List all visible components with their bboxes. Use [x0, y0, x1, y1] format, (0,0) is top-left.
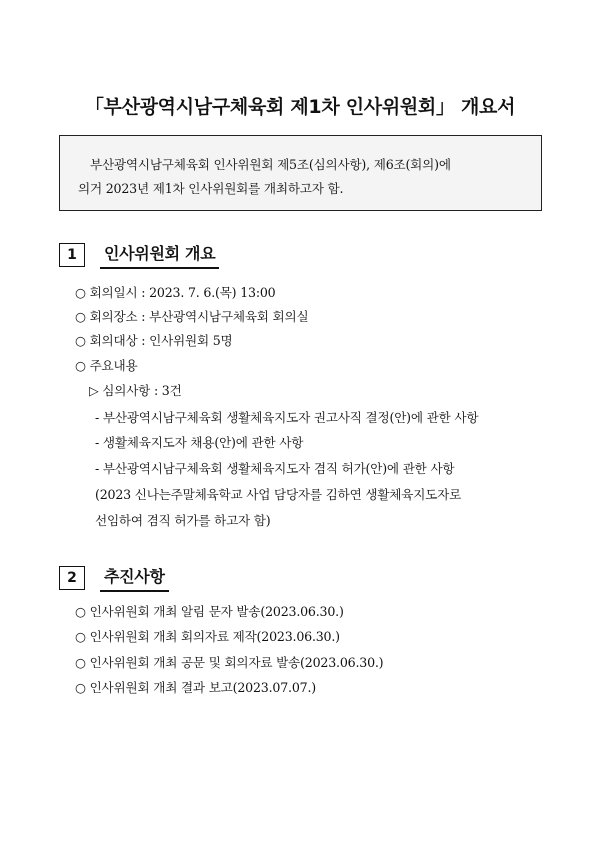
meeting-target: ○ 회의대상 : 인사위원회 5명	[75, 333, 233, 348]
action-item-1: ○ 인사위원회 개최 알림 문자 발송(2023.06.30.)	[75, 604, 344, 619]
review-item-3: - 부산광역시남구체육회 생활체육지도자 겸직 허가(안)에 관한 사항	[95, 461, 455, 476]
section-1-number: 1	[59, 243, 85, 267]
main-content-label: ○ 주요내용	[75, 358, 138, 373]
action-item-2: ○ 인사위원회 개최 회의자료 제작(2023.06.30.)	[75, 629, 340, 644]
summary-line-2: 의거 2023년 제1차 인사위원회를 개최하고자 함.	[78, 181, 344, 196]
document-title: 「부산광역시남구체육회 제1차 인사위원회」 개요서	[84, 96, 516, 118]
section-2-number: 2	[59, 566, 85, 590]
section-2-title: 추진사항	[100, 564, 169, 592]
review-item-3-note-line-2: 선임하여 겸직 허가를 하고자 함)	[95, 513, 271, 528]
section-1-header	[59, 241, 219, 269]
action-item-3: ○ 인사위원회 개최 공문 및 회의자료 발송(2023.06.30.)	[75, 655, 384, 670]
review-item-2: - 생활체육지도자 채용(안)에 관한 사항	[95, 435, 304, 450]
summary-box	[59, 135, 542, 211]
meeting-place: ○ 회의장소 : 부산광역시남구체육회 회의실	[75, 309, 309, 324]
review-item-1: - 부산광역시남구체육회 생활체육지도자 권고사직 결정(안)에 관한 사항	[95, 410, 479, 425]
section-1-title: 인사위원회 개요	[100, 241, 219, 269]
review-items-count: ▷ 심의사항 : 3건	[89, 383, 182, 398]
summary-line-1: 부산광역시남구체육회 인사위원회 제5조(심의사항), 제6조(회의)에	[90, 157, 451, 172]
action-item-4: ○ 인사위원회 개최 결과 보고(2023.07.07.)	[75, 680, 316, 695]
section-2-header	[59, 564, 169, 592]
review-item-3-note-line-1: (2023 신나는주말체육학교 사업 담당자를 김하연 생활체육지도자로	[95, 487, 462, 502]
meeting-date: ○ 회의일시 : 2023. 7. 6.(목) 13:00	[75, 285, 276, 300]
